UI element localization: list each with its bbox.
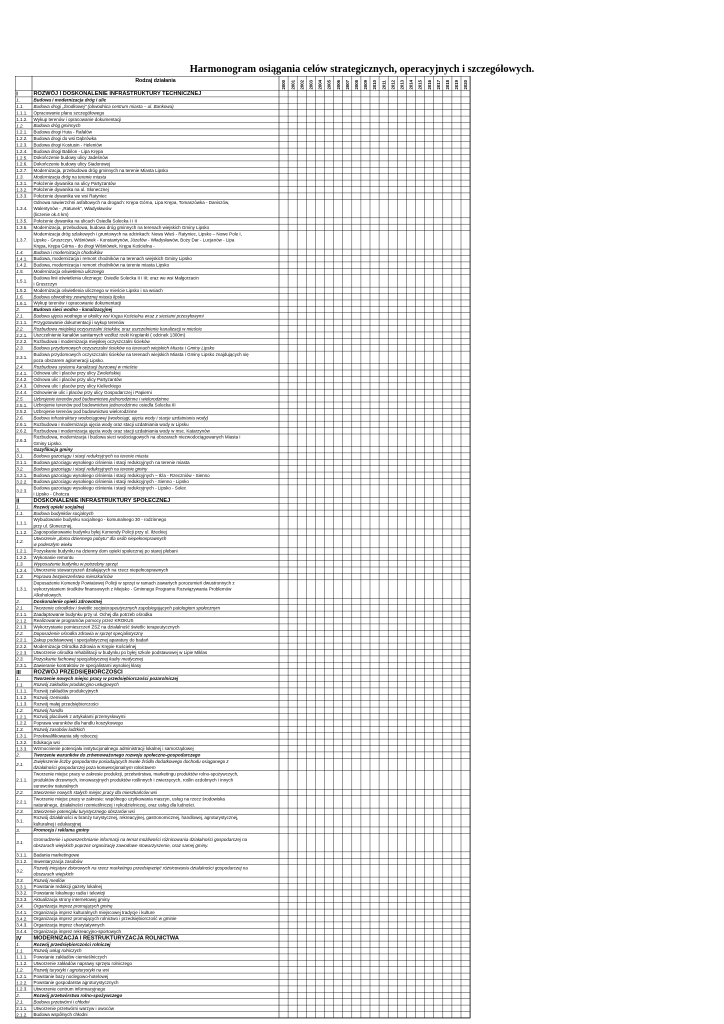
task-row-text: Modernizacja Ośrodka Zdrowia w Krępie Kościelnej [33,643,137,649]
task-row-text: Gminy Lipsko. [33,440,63,446]
task-row-number: 2.5.1. [16,402,28,408]
task-row-text: Położenie dywanika na ulicach Osiedla Solecka I i II [33,218,138,224]
task-row-text: Doposażenie ośrodka zdrowia w sprzęt specjalistyczny [33,631,144,637]
task-row-text: Odnowa ulic i placów przy ulicy Kielieckiego [33,383,122,389]
task-row-text: Budowa drogi Huta - Rafałów [33,129,93,135]
task-row-number: 1.3.3. [16,746,28,752]
task-row-number: 2.1.1. [16,1005,28,1011]
task-row-number: 1.2.7. [16,168,28,174]
task-row-text: Budowa gazociągu wysokiego ciśnienia i stacji redukcyjnych – Iłża - Rzeczniów - Sienno [33,472,210,478]
year-header: 2015 [417,79,423,90]
task-row-number: 2.5.2. [16,409,28,415]
task-row-text: Organizacja imprez rekreacyjno-sportowych [33,929,122,935]
task-row-number: 1.3.3. [16,193,28,199]
task-row-text: wykorzystaniem środków finansowych z Miejsko - Gminnego Programu Rozwiązywania Problemów [33,586,232,592]
task-row-text: Rozwój turystyki i agroturystyki na wsi [33,967,110,973]
task-row-text: Przekwalifikowania siły roboczej [33,733,98,739]
task-row-number: 1.2. [16,967,24,973]
task-row-text: Rozbudowa i modernizacja ujęcia wody oraz stacji uzdatniania wody w msc. Katarzynów [33,428,210,434]
year-header: 2011 [381,80,387,90]
task-row-text: Aktualizacja strony internetowej gminy [33,897,110,903]
task-row-number: 1.1.1. [16,688,28,694]
task-row-number: 1.2.3. [16,142,28,148]
task-row-text: Modernizacja oświetlenia ulicznego w mieście Lipsko i na wsiach [33,287,163,293]
task-row-number: 2.3. [16,345,24,351]
task-row-number: 2.5. [16,396,24,402]
task-row-number: 2.6.3. [16,437,28,443]
task-row-number: 1.2.2. [16,136,28,142]
task-row-text: Budowa linii oświetlenia ulicznego: Osiedle Solecka II i III; oraz we wsi Małgorzacin [33,275,199,281]
goal-row-number: 3. [16,827,20,833]
goal-row-text: Tworzenie warunków do zrównoważonego rozwoju społeczno-gospodarczego [33,752,201,758]
section-row-number: I [16,91,18,98]
task-row-number: 1.2. [16,707,24,713]
task-row-number: 1.3.6. [16,225,28,231]
task-row-number: 2.4. [16,364,24,370]
task-row-text: przy ul. Słonecznej. [33,523,73,529]
task-row-number: 1.1.2. [16,116,28,122]
task-row-number: 2.1.3. [16,624,28,630]
task-row-text: poza obszarem aglomeracji Lipsko. [33,357,105,363]
task-row-text: Zwiększenie liczby gospodarstw posiadających trwałe źródła dodatkowego dochodu osiąganego z [33,759,229,765]
task-row-text: Rozwój placówek z artykułami przemysłowymi [33,714,126,720]
task-row-number: 2.2.2. [16,643,28,649]
task-row-text: Powstanie redakcji gazety lokalnej [33,884,103,890]
year-header: 2006 [335,79,341,90]
task-row-number: 3.3. [16,877,24,883]
task-row-number: 1.2.1. [16,129,28,135]
task-row-number: 3.1.1. [16,460,28,466]
task-row-text: Budowa gazociągu wysokiego ciśnienia i stacji redukcyjnych - Lipsko - Solec [33,485,187,491]
section-row-text: ROZWÓJ I DOSKONALENIE INFRASTRUKTURY TECHNICZNEJ [33,91,202,98]
task-row-text: Wykup terenów i opracowanie dokumentacji [33,300,122,306]
task-row-number: 2.4.3. [16,383,28,389]
task-row-text: Przygotowanie dokumentacji i wykup terenów [33,319,125,325]
task-row-number: 3.2.1. [16,472,28,478]
task-row-text: Położenie dywanika na ul. Słonecznej [33,187,109,193]
task-row-text: Budowa drogi Kostusin - Heleniów [33,142,103,148]
task-row-number: 3.1. [16,818,24,824]
task-row-text: Gromadzenie i upowszechnianie informacji na temat możliwości różnicowania działalności gospodarczej na [33,837,248,843]
task-row-text: Budowa, modernizacja i remont chodników na terenach wiejskich Gminy Lipsko [33,256,192,262]
task-row-number: 1.3.5. [16,218,28,224]
task-row-text: Edukacja wsi [33,739,60,745]
task-row-text: Budowa wspólnych chłodni [33,1012,88,1018]
task-row-number: 3.4.3. [16,922,28,928]
task-row-text: Rozwój rzemiosła [33,695,69,701]
task-row-text: Wzmocnienie potencjału instytucjonalnego administracji lokalnej i samorządowej [33,746,194,752]
task-row-text: Rozwój usług rolniczych [33,948,82,954]
task-row-text: Budowa przetwórni i chłodni [33,999,90,1005]
task-row-text: Wykorzystanie pomieszczeń ZSZ na działalność świetlic terapeutycznych [33,624,180,630]
task-row-number: 1.2.4. [16,567,28,573]
task-row-number: 2.1. [16,313,24,319]
task-row-number: 2.3. [16,808,24,814]
task-row-number: 1.2.1. [16,973,28,979]
task-row-number: 1.2.2. [16,720,28,726]
task-row-text: działalności gospodarczej poza konwencjonalnym rolnictwem [33,765,156,771]
task-row-number: 2.1. [16,999,24,1005]
task-row-number: 1.2. [16,539,24,545]
task-row-text: Wybudowanie budynku socjalnego - komunalnego 30 - rodzinnego [33,517,167,523]
task-row-number: 2.2.1. [16,637,28,643]
task-row-number: 3.2.3. [16,488,28,494]
task-row-number: 1.3. [16,174,24,180]
task-row-text: Powstanie gospodarstw agroturystycznych [33,980,119,986]
task-row-number: 2.6.1. [16,422,28,428]
task-row-text: Modernizacja dróg na terenie miasta [33,174,107,180]
task-row-number: 1.6.1. [16,300,28,306]
year-header: 2009 [363,79,369,90]
task-row-text: Powstanie zakładów ciemieślniczych [33,954,107,960]
task-row-text: Poprawa bezpieczeństwa mieszkańców [33,574,113,580]
task-row-text: (liczenie ok.4 km) [33,212,69,218]
task-row-number: 1.4.2. [16,262,28,268]
task-row-text: Inwentaryzacja zasobów [33,858,83,864]
task-row-number: 2.2. [16,790,24,796]
task-row-text: Budowa gazociągu i stacji redukcyjnych na terenie gminy [33,466,148,472]
task-row-number: 3.2. [16,868,24,874]
task-row-number: 1.1. [16,104,24,110]
task-row-number: 3.1. [16,453,24,459]
goal-row-text: Rozwój przedsiębiorczości rolniczej [33,941,111,947]
task-row-text: Organizacja imprez kulturalnych miejscowej tradycje i kulture [33,909,155,915]
section-row-number: II [16,498,20,505]
task-row-number: 3.2.2. [16,479,28,485]
goal-row-number: 2. [16,993,20,999]
task-row-text: Odnowa nawierzchni asfaltowych na drogach: Krępa Górna, Lipa Krępa, Tomaszówka - Daniszów, [33,200,230,206]
goal-row-number: 2. [16,599,20,605]
task-row-text: kulturalnej i edukacyjnej [33,821,82,827]
task-row-number: 3.1.2. [16,859,28,865]
year-header: 2004 [317,79,323,90]
task-row-number: 2.3.1. [16,663,28,669]
task-row-number: 2.3. [16,656,24,662]
year-header: 2016 [426,79,432,90]
year-header: 2019 [454,79,460,90]
task-row-text: Budowa przydomowych oczyszczalni ścieków na terenach wiejskich Miasta i Gminy Lipsko [33,345,215,351]
task-row-number: 2.3.1. [16,354,28,360]
year-header: 2013 [399,79,405,90]
task-row-text: Utworzenie ośrodka rehabilitacji w budynku po byłej szkole podstawowej w Lipie Miklas [33,650,208,656]
task-row-text: Budowa dróg gminnych [33,123,81,129]
task-row-number: 3.1. [16,840,24,846]
task-row-number: 3.4.2. [16,916,28,922]
task-row-number: 2.1.2. [16,1012,28,1018]
task-row-number: 1.1.1. [16,110,28,116]
task-row-text: Tworzenie miejsc pracy w zakresie produkcji, przetwórstwa, marketingu produktów rolno-spożywczych, [33,771,239,777]
section-row-number: IV [16,935,22,942]
task-row-number: 2.1.1. [16,319,28,325]
section-row-text: MODERNIZACJA I RESTRUKTURYZACJA ROLNICTWA [33,935,179,942]
task-row-number: 3.4.1. [16,909,28,915]
task-row-text: Odnowa ulic i placów przy ulicy Zwoleńskiej [33,370,121,376]
task-row-text: Zaadaptowanie budynku przy ul. Ochej dla potrzeb ośrodka [33,611,153,617]
task-row-number: 2.1. [16,605,24,611]
task-row-number: 1.1. [16,948,24,954]
task-row-number: 3.4.4. [16,929,28,935]
task-row-number: 1.3. [16,727,24,733]
task-row-number: 1.1.3. [16,701,28,707]
goal-row-text: Budowa i modernizacja dróg i ulic [33,97,107,103]
task-row-text: Uzbrojenie terenów pod budownictwo jednorodzinne osiedla Solecka III [33,402,176,408]
page-title: Harmonogram osiągania celów strategicznych, operacyjnych i szczegółowych. [189,64,535,75]
task-row-number: 1.2.6. [16,161,28,167]
task-row-text: Uzbrojenie terenów pod budownictwo wielorodzinne [33,409,138,415]
task-row-text: Uzbrojenie terenów pod budownictwo jednorodzinne i wielorodzinne [33,396,169,402]
task-row-text: Organizacja imprez promujących gminę [33,903,113,909]
task-row-text: Budowa i modernizacja chodników [33,249,103,255]
task-row-text: w podeszłym wieku [33,542,73,548]
header-col-label: Rodzaj działania [135,78,176,84]
task-row-text: Rozwój zakładów produkcyjnych [33,688,99,694]
task-row-text: Realizowanie programów pomocy przez KROKUS [33,618,134,624]
task-row-text: Rozbudowa i modernizacja miejskiej oczyszczalni ścieków [33,339,150,345]
task-row-text: Budowa ujęcia wodnego w okolicy wsi Krępa Kościelna wraz z sieciami przesyłowymi [33,313,204,319]
task-row-number: 1.2. [16,123,24,129]
section-row-text: ROZWÓJ PRZEDSIĘBIORCZOŚCI [33,669,123,676]
task-row-number: 1.2.2. [16,980,28,986]
task-row-number: 1.3.1. [16,733,28,739]
table-border [15,76,470,1018]
task-row-number: 1.4.1. [16,256,28,262]
task-row-number: 2.1.1. [16,611,28,617]
task-row-text: Budowa drogi „Środkowej" (obwodnica centrum miasta – ul. Bankowa) [33,104,174,110]
task-row-text: Rozwój inicjatyw zbiorowych na rzecz marketingu przedsięwzięć różnicowania działalności gospodarczej na [33,865,248,871]
task-row-number: 1.1.2. [16,529,28,535]
year-header: 2001 [290,79,296,90]
task-row-number: 1.1.2. [16,695,28,701]
year-header: 2003 [308,79,314,90]
task-row-text: Modernizacja dróg szlakowych i gruntowych na odcinkach: Nowa Wieś - Ratyniec, Lipsko – Nowe Pole I, [33,231,242,237]
task-row-text: Badania marketingowe [33,852,80,858]
task-row-number: 1.1. [16,682,24,688]
task-row-text: Doposażenie Komendy Powiatowej Policji w sprzęt w ramach zawartych porozumień dwustronnych z [33,580,235,586]
task-row-number: 2.6. [16,415,24,421]
task-row-text: Pozyskanie budynku na dzienny dom opieki społecznej po starej plebani [33,548,178,554]
task-row-text: Uszczelnienie kanałów sanitarnych wzdłuż rzeki Krępianki ( odcinek 1300m) [33,332,186,338]
task-row-text: Rozwój mediów [33,877,66,883]
task-row-number: 2.1. [16,762,24,768]
year-header: 2000 [281,79,287,90]
goal-row-text: Gazyfikacja gminy [33,447,73,453]
task-row-number: 2.2. [16,326,24,332]
task-row-text: Budowa drogi Babilon - Lipa Krępa [33,148,104,154]
task-row-number: 1.3.1. [16,180,28,186]
task-row-text: Lipsko - Gruszczyn, Wiśniówek - Konstantynów, Józefów - Władysławów, Boży Dar - Lucjanów - Lipa [33,237,235,243]
task-row-text: Budowa, modernizacja i remont chodników na terenie miasta Lipsko [33,262,170,268]
task-row-text: Rozbudowa, modernizacja i budowa sieci wodociągowych na obszarach niezwodociągowanych Miasta i [33,434,241,440]
task-row-text: Utworzenie przetwórni warzyw i owoców [33,1005,115,1011]
task-row-text: Budowa drogi do wsi Dąbrówka [33,136,97,142]
section-row-number: III [16,669,21,676]
task-row-text: i Lipsko - Chotcza [33,491,70,497]
task-row-number: 2.2.2. [16,339,28,345]
task-row-text: obszarach wiejskich [33,871,74,877]
task-row-text: produktów drzewnych, innowacyjnych produktów roślinnych i zwierzęcych, roślin ozdobnych i innych [33,777,234,783]
task-row-text: Położenie dywanika we wsi Ratyniec [33,193,107,199]
year-header: 2014 [408,79,414,90]
task-row-text: Rozbudowa i modernizacja ujęcia wody oraz stacji uzdatniania wody w Lipsku [33,421,189,427]
task-row-number: 1.2.1. [16,714,28,720]
task-row-number: 2.2.1. [16,799,28,805]
task-row-number: 1.1.1. [16,954,28,960]
task-row-text: Odnowienie ulic i placów przy ulicy Gospodarczej i Papierni [33,389,152,395]
task-row-text: Tworzenie miejsc pracy w zakresie: wspólnego użytkowania maszyn, usług na rzecz środowiska [33,796,225,802]
task-row-number: 2.1.1. [16,777,28,783]
task-row-number: 2.6.2. [16,428,28,434]
task-row-number: 2.4.4. [16,390,28,396]
task-row-text: Utworzenie „domu dziennego pobytu" dla osób niepełnosprawnych [33,536,167,542]
task-row-number: 1.3.4. [16,206,28,212]
task-row-number: 3.3.2. [16,890,28,896]
task-row-text: Wyposażenie budynku w potrzebny sprzęt [33,561,118,567]
task-row-number: 1.1.1. [16,520,28,526]
task-row-number: 2.2.3. [16,650,28,656]
task-row-number: 2.1.2. [16,618,28,624]
year-header: 2010 [372,79,378,90]
task-row-text: Modernizacja, przebudowa, budowa dróg gminnych na terenach wiejskich Gminy Lipsko [33,224,210,230]
task-row-text: Poprawa warunków dla handlu koszykowego [33,720,124,726]
task-row-number: 1.3. [16,561,24,567]
task-row-number: 1.3.2. [16,739,28,745]
task-row-text: Rozwój zasobów ludzkich [33,727,85,733]
task-row-text: Odnowa ulic i placów przy ulicy Partyzantów [33,377,122,383]
task-row-text: Położenie dywanika na ulicy Partyzantów [33,180,116,186]
task-row-text: Modernizacja oświetlenia ulicznego [33,269,105,275]
goal-row-text: Budowa sieci wodno - kanalizacyjnej [33,307,113,313]
task-row-text: Budowa gazociągu wysokiego ciśnienia i stacji redukcyjnych na terenie miasta [33,459,190,465]
task-row-text: i Gruszczyn [33,281,58,287]
goal-row-number: 2. [16,752,20,758]
task-row-number: 1.2.5. [16,155,28,161]
task-row-number: 1.2.1. [16,548,28,554]
year-header: 2017 [435,79,441,90]
task-row-text: Rozbudowa systemu kanalizacji burzowej w mieście [33,364,138,370]
task-row-text: Organizacja imprez charytatywnych [33,922,105,928]
goal-row-number: 1. [16,504,20,510]
year-header: 2002 [299,79,305,90]
task-row-text: Rozwój małej przedsiębiorczości [33,701,99,707]
task-row-number: 2.2.1. [16,332,28,338]
task-row-text: Powstanie lokalnego radia i telewizji [33,890,106,896]
goal-row-text: Rozwój przetwórstwa rolno-spożywczego [33,993,123,999]
goal-row-number: 1. [16,97,20,103]
task-row-text: Budowa gazociągu wysokiego ciśnienia i stacji redukcyjnych - Sienno - Lipsko [33,479,189,485]
task-row-text: Rozwój działalności w branży turystycznej, rekreacyjnej, gastronomicznej, handlowej, agroturystycznej, [33,815,239,821]
task-row-text: Wykup terenów i opracowanie dokumentacji [33,116,122,122]
task-row-number: 3.3.3. [16,897,28,903]
task-row-text: Zagospodarowanie budynku byłej Komendy Policji przy ul. Iłżeckiej [33,529,167,535]
task-row-text: naturalnego, działalności rzemieślniczej i rękodzielniczej, oraz usług dla ludności. [33,802,196,808]
task-row-text: Zakup podstawowej i specjalistycznej aparatury do badań [33,637,149,643]
task-row-text: Rozwój zakładów produkcyjno-usługowych [33,682,119,688]
task-row-number: 1.4. [16,249,24,255]
task-row-text: Walentynów - „Ratunek", Władysławów [33,206,112,212]
task-row-text: Alkoholowych. [33,592,63,598]
task-row-text: Dokończenie budowy ulicy Jadeśnów [33,155,109,161]
task-row-number: 1.5. [16,269,24,275]
goal-row-number: 1. [16,675,20,681]
task-row-number: 3.1.1. [16,852,28,858]
task-row-text: Budowa obwodnicy zewnętrznej miasta lipska [33,294,125,300]
schedule-table [15,76,473,1020]
task-row-text: Powstanie bazy noclegowo-hotelowej [33,973,109,979]
task-row-number: 1.3.1. [16,586,28,592]
task-row-number: 2.4.1. [16,370,28,376]
task-row-text: surowców naturalnych [33,783,79,789]
goal-row-text: Rozwój opieki socjalnej [33,504,85,510]
task-row-text: Budowa infrastruktury wodociągowej (wodociągi, ujęcia wody i stacje uzdatniania wody) [33,415,209,421]
task-row-number: 3.2. [16,466,24,472]
task-row-text: Dokończenie budowy ulicy Siadorowej [33,161,111,167]
goal-row-text: Promocja i reklama gminy [33,827,90,833]
task-row-text: obszarach wiejskich poprzez organizację zawodowe stowarzyszenie, oraz samej gminy. [33,843,209,849]
task-row-text: Krępa, Krępa Górna - do drogi Wiśniówek, Krępa Kościelna - [33,243,155,249]
goal-row-number: 3. [16,447,20,453]
task-row-number: 1.1. [16,510,24,516]
task-row-number: 1.1.2. [16,961,28,967]
task-row-text: Zawieranie kontraktów ze specjalistami wysokiej klasy [33,663,142,669]
task-row-text: Utworzenie stowarzyszeń działających na rzecz niepełnosprawnych [33,567,169,573]
goal-row-number: 1. [16,941,20,947]
task-row-text: Wykonanie remontu [33,554,74,560]
year-header: 2007 [344,79,350,90]
task-row-text: Budowa gazociągu i stacji redukcyjnych na terenie miasta [33,453,149,459]
year-header: 2012 [390,79,396,90]
task-row-number: 1.2.2. [16,555,28,561]
task-row-text: Budowa przydomowych oczyszczalni ścieków na terenach wiejskich Miasta i Gminy Lipsko znajdujących się [33,351,249,357]
task-row-number: 1.5.2. [16,287,28,293]
task-row-text: Stworzenie nowych stałych miejsc pracy dla mieszkańców wsi [33,789,158,795]
goal-row-text: Doskonalenie opieki zdrowotnej [33,599,103,605]
task-row-text: Rozwój handlu [33,707,64,713]
year-header: 2018 [444,79,450,90]
goal-row-text: Tworzenie nowych miejsc pracy w przedsiębiorczości pozarolniczej [33,675,179,681]
task-row-number: 1.3.2. [16,187,28,193]
task-row-text: Rozbudowa miejskiej oczyszczalni ścieków, oraz uszczelnienie kanalizacji w mieście [33,326,202,332]
task-row-number: 1.2.3. [16,986,28,992]
task-row-text: Utworzenie centrum informacyjnego [33,986,106,992]
task-row-text: Modernizacja, przebudowa dróg gminnych na terenie Miasta Lipsko [33,168,169,174]
year-header: 2020 [463,79,469,90]
task-row-number: 3.3.1. [16,884,28,890]
task-row-number: 2.2. [16,631,24,637]
section-row-text: DOSKONALENIE INFRASTRUKTURY SPOŁECZNEJ [33,498,171,505]
task-row-number: 1.6. [16,294,24,300]
task-row-number: 1.2.4. [16,148,28,154]
task-row-text: Stworzenie potencjału turystycznego obszarów wsi [33,808,135,814]
task-row-number: 1.5.1. [16,278,28,284]
task-row-text: Organizacja imprez promujących rolnictwo i przedsiębiorczość w gminie [33,916,177,922]
year-header: 2008 [353,79,359,90]
task-row-text: Pozyskanie fachowej specjalistycznej kadry medycznej [33,656,144,662]
task-row-text: Budowa budynków socjalnych [33,510,94,516]
year-header: 2005 [326,79,332,90]
task-row-text: Opracowanie planu szczegółowego [33,110,105,116]
task-row-text: Tworzenie ośrodków i świetlic socjoterapeutycznych zapobiegających patologiom społecznym [33,605,221,611]
task-row-text: Utworzenie zakładów naprawy sprzętu rolniczego [33,961,133,967]
task-row-number: 3.4. [16,903,24,909]
task-row-number: 1.3. [16,574,24,580]
goal-row-number: 2. [16,307,20,313]
task-row-number: 2.4.2. [16,377,28,383]
task-row-number: 1.3.7. [16,237,28,243]
